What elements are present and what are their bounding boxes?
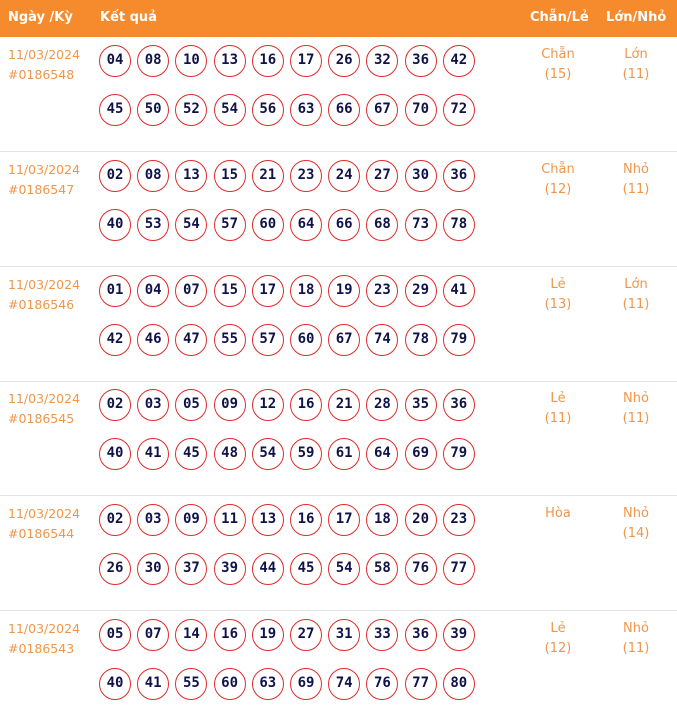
- number-ball: 64: [290, 209, 322, 241]
- chan-le-count: (12): [544, 181, 572, 197]
- number-ball: 15: [214, 275, 246, 307]
- number-ball: 19: [252, 619, 284, 651]
- draw-date: 11/03/2024: [8, 506, 81, 522]
- number-ball: 30: [405, 160, 437, 192]
- number-ball: 74: [366, 324, 398, 356]
- lon-nho-label: Nhỏ: [623, 506, 649, 522]
- lon-nho-count: (11): [622, 641, 650, 656]
- number-ball: 07: [175, 275, 207, 307]
- number-ball: 77: [443, 553, 475, 585]
- number-ball: 20: [405, 504, 437, 536]
- number-ball: 33: [366, 619, 398, 651]
- number-ball: 48: [214, 438, 246, 470]
- number-ball: 18: [290, 275, 322, 307]
- number-ball: 66: [328, 94, 360, 126]
- number-ball: 79: [443, 438, 475, 470]
- number-ball: 76: [405, 553, 437, 585]
- number-ball: 46: [137, 324, 169, 356]
- chan-le-count: (12): [544, 641, 572, 656]
- draw-date: 11/03/2024: [8, 161, 81, 177]
- number-ball: 60: [290, 324, 322, 356]
- number-ball: 09: [175, 504, 207, 536]
- number-ball: 66: [328, 209, 360, 241]
- number-ball: 70: [405, 94, 437, 126]
- draw-id: #0186544: [8, 526, 75, 542]
- chan-le-result: [523, 45, 593, 85]
- number-ball: 63: [290, 94, 322, 126]
- number-ball: 21: [328, 389, 360, 421]
- number-ball: 08: [137, 45, 169, 77]
- draw-id: #0186548: [8, 67, 75, 82]
- table-row: [0, 496, 677, 611]
- number-ball: 60: [252, 209, 284, 241]
- table-row: [0, 267, 677, 382]
- number-ball: 26: [328, 45, 360, 77]
- chan-le-result: [523, 619, 593, 659]
- number-ball: 02: [99, 160, 131, 192]
- number-ball: 55: [214, 324, 246, 356]
- number-ball: 59: [290, 438, 322, 470]
- number-ball: 45: [99, 94, 131, 126]
- number-ball: 73: [405, 209, 437, 241]
- table-row: [0, 611, 677, 716]
- chan-le-label: Chẵn: [541, 47, 575, 62]
- number-ball: 05: [175, 389, 207, 421]
- number-ball: 21: [252, 160, 284, 192]
- number-ball: 41: [137, 668, 169, 700]
- number-ball: 52: [175, 94, 207, 126]
- number-ball: 24: [328, 160, 360, 192]
- number-ball: 68: [366, 209, 398, 241]
- chan-le-label: Lẻ: [550, 276, 566, 292]
- number-ball: 16: [214, 619, 246, 651]
- table-row: [0, 381, 677, 496]
- number-ball: 78: [443, 209, 475, 241]
- lon-nho-label: Nhỏ: [623, 391, 649, 407]
- number-ball: 12: [252, 389, 284, 421]
- number-ball: 57: [214, 209, 246, 241]
- number-ball: 41: [443, 275, 475, 307]
- draw-id: #0186547: [8, 181, 75, 197]
- number-ball: 58: [366, 553, 398, 585]
- draw-id: #0186546: [8, 296, 75, 312]
- number-ball: 02: [99, 504, 131, 536]
- lon-nho-count: (11): [622, 411, 650, 427]
- draw-date: 11/03/2024: [8, 621, 81, 636]
- number-ball: 17: [252, 275, 284, 307]
- draw-id: #0186543: [8, 641, 75, 656]
- number-ball: 26: [99, 553, 131, 585]
- number-ball: 03: [137, 504, 169, 536]
- number-ball: 13: [175, 160, 207, 192]
- lon-nho-count: (14): [622, 526, 650, 542]
- chan-le-label: Lẻ: [550, 621, 566, 636]
- number-ball: 15: [214, 160, 246, 192]
- chan-le-result: [523, 389, 593, 429]
- number-ball: 13: [252, 504, 284, 536]
- number-ball: 03: [137, 389, 169, 421]
- number-ball: 69: [405, 438, 437, 470]
- table-header: [0, 0, 677, 37]
- number-ball: 08: [137, 160, 169, 192]
- chan-le-result: [523, 504, 593, 524]
- chan-le-count: (13): [544, 296, 572, 312]
- number-ball: 11: [214, 504, 246, 536]
- number-ball: 54: [328, 553, 360, 585]
- number-ball: 32: [366, 45, 398, 77]
- number-ball: 45: [290, 553, 322, 585]
- number-ball: 02: [99, 389, 131, 421]
- draw-date: 11/03/2024: [8, 47, 81, 62]
- number-ball: 30: [137, 553, 169, 585]
- number-ball: 23: [290, 160, 322, 192]
- number-ball: 42: [443, 45, 475, 77]
- number-ball: 54: [214, 94, 246, 126]
- number-ball: 41: [137, 438, 169, 470]
- number-ball: 01: [99, 275, 131, 307]
- chan-le-count: (15): [544, 67, 572, 82]
- number-ball: 27: [290, 619, 322, 651]
- number-ball: 36: [443, 389, 475, 421]
- number-ball: 45: [175, 438, 207, 470]
- number-ball: 60: [214, 668, 246, 700]
- number-ball: 16: [252, 45, 284, 77]
- lon-nho-count: (11): [622, 67, 650, 82]
- number-ball: 77: [405, 668, 437, 700]
- chan-le-count: (11): [544, 411, 572, 427]
- number-ball: 04: [99, 45, 131, 77]
- lon-nho-count: (11): [622, 296, 650, 312]
- chan-le-label: Chẵn: [541, 161, 575, 177]
- lon-nho-result: [601, 504, 671, 544]
- number-ball: 09: [214, 389, 246, 421]
- number-ball: 67: [328, 324, 360, 356]
- number-ball: 54: [175, 209, 207, 241]
- number-ball: 18: [366, 504, 398, 536]
- number-ball: 74: [328, 668, 360, 700]
- number-ball: 16: [290, 389, 322, 421]
- number-ball: 78: [405, 324, 437, 356]
- header-ket-qua: Kết quả: [100, 10, 157, 25]
- number-ball: 29: [405, 275, 437, 307]
- number-ball: 50: [137, 94, 169, 126]
- draw-date: 11/03/2024: [8, 276, 81, 292]
- number-ball: 40: [99, 209, 131, 241]
- chan-le-result: [523, 160, 593, 200]
- number-ball: 07: [137, 619, 169, 651]
- lon-nho-result: [601, 619, 671, 659]
- number-ball: 05: [99, 619, 131, 651]
- number-ball: 44: [252, 553, 284, 585]
- draw-date: 11/03/2024: [8, 391, 81, 407]
- number-ball: 23: [443, 504, 475, 536]
- number-ball: 31: [328, 619, 360, 651]
- number-ball: 53: [137, 209, 169, 241]
- number-ball: 17: [328, 504, 360, 536]
- number-ball: 14: [175, 619, 207, 651]
- lon-nho-label: Nhỏ: [623, 621, 649, 636]
- number-ball: 76: [366, 668, 398, 700]
- number-ball: 16: [290, 504, 322, 536]
- lon-nho-label: Lớn: [624, 47, 648, 62]
- number-ball: 17: [290, 45, 322, 77]
- number-ball: 42: [99, 324, 131, 356]
- number-ball: 36: [405, 45, 437, 77]
- number-ball: 54: [252, 438, 284, 470]
- chan-le-label: Hòa: [545, 506, 571, 522]
- header-chan-le: Chẵn/Lẻ: [530, 10, 589, 25]
- number-ball: 36: [405, 619, 437, 651]
- number-ball: 37: [175, 553, 207, 585]
- header-date-ky: Ngày /Kỳ: [8, 10, 73, 25]
- lon-nho-result: [601, 275, 671, 315]
- number-ball: 79: [443, 324, 475, 356]
- number-ball: 40: [99, 668, 131, 700]
- number-ball: 13: [214, 45, 246, 77]
- number-ball: 63: [252, 668, 284, 700]
- number-ball: 64: [366, 438, 398, 470]
- header-lon-nho: Lớn/Nhỏ: [606, 10, 667, 25]
- number-ball: 27: [366, 160, 398, 192]
- lon-nho-result: [601, 160, 671, 200]
- number-ball: 56: [252, 94, 284, 126]
- number-ball: 39: [443, 619, 475, 651]
- number-ball: 69: [290, 668, 322, 700]
- number-ball: 04: [137, 275, 169, 307]
- number-ball: 40: [99, 438, 131, 470]
- number-ball: 28: [366, 389, 398, 421]
- number-ball: 57: [252, 324, 284, 356]
- lon-nho-label: Nhỏ: [623, 161, 649, 177]
- number-ball: 47: [175, 324, 207, 356]
- number-ball: 19: [328, 275, 360, 307]
- lon-nho-count: (11): [622, 181, 650, 197]
- number-ball: 35: [405, 389, 437, 421]
- number-ball: 39: [214, 553, 246, 585]
- draw-id: #0186545: [8, 411, 75, 427]
- number-ball: 10: [175, 45, 207, 77]
- number-ball: 80: [443, 668, 475, 700]
- number-ball: 67: [366, 94, 398, 126]
- chan-le-result: [523, 275, 593, 315]
- number-ball: 61: [328, 438, 360, 470]
- number-ball: 55: [175, 668, 207, 700]
- table-row: [0, 152, 677, 267]
- table-row: [0, 37, 677, 152]
- number-ball: 36: [443, 160, 475, 192]
- chan-le-label: Lẻ: [550, 391, 566, 407]
- lon-nho-result: [601, 45, 671, 85]
- lon-nho-label: Lớn: [624, 276, 648, 292]
- number-ball: 23: [366, 275, 398, 307]
- number-ball: 72: [443, 94, 475, 126]
- lon-nho-result: [601, 389, 671, 429]
